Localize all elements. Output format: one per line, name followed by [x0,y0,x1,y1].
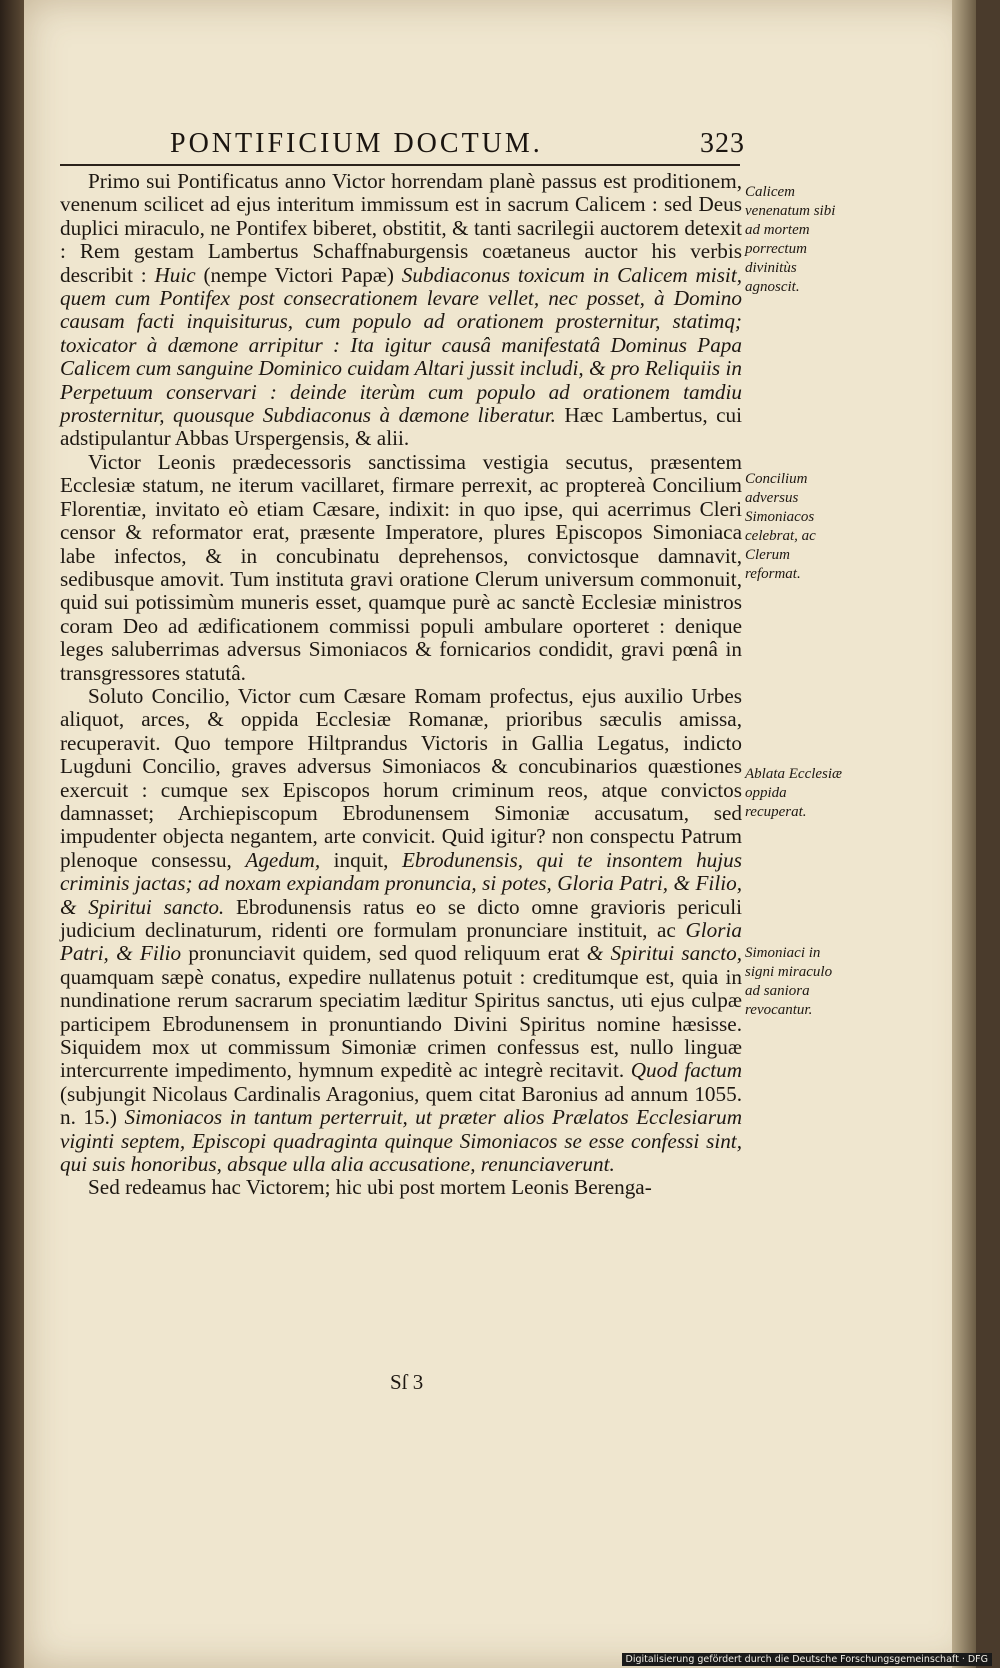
text-run: (subjungit Nicolaus Cardinalis Aragonius, quem citat Baronius ad annum 1055. n. 15.) [60,1081,742,1130]
header-rule [60,164,740,166]
italic-run: Huic [154,262,196,287]
text-run: pronunciavit quidem, sed quod reliquum erat [181,941,587,966]
text-run: Hæc Lambertus, cui adstipulantur Abbas Urspergensis, & alii. [60,403,743,451]
text-run: quamquam sæpè conatus, expedire nullatenus potuit : creditumque est, quia in nundinatione rerum sacrarum speciatim læditur Spiritus sanctus, uti ejus culpæ participem Ebrodunensem in pronuntiando Divini Spiritus nomine hæsisse. Siquidem mox ut commissum Simoniæ crimen confessus est, nullo linguæ intercurrente impedimento, hymnum expeditè ac integrè recitavit. [60,964,742,1083]
italic-run: Ebrodunensis, qui te insontem hujus criminis jactas; ad noxam expiandam pronuncia, si potes, Gloria Patri, & Filio, & Spiritui sancto. [60,847,742,919]
signature-mark: Sſ 3 [390,1370,424,1394]
running-header [140,128,745,164]
paragraph [60,451,742,685]
text-run: Victor Leonis prædecessoris sanctissima vestigia secutus, præsentem Ecclesiæ statum, ne iterum vacillaret, firmare perrexit, ac proptereà Concilium Florentiæ, invitato eò etiam Cæsare, indixit: in quo ipse, qui acerrimus Cleri censor & reformator erat, præsente Imperatore, plures Episcopos Simoniaca labe infectos, & in concubinatu deprehensos, convictosque damnavit, sedibusque amovit. Tum instituta gravi oratione Clerum universum commonuit, quid sui potissimùm muneris esset, quamque purè ac sanctè Ecclesiæ ministros coram Deo ad ædificationem commissi populi ambulare oporteret : denique leges saluberrimas adversus Simoniacos & fornicarios condidit, gravi pœnâ in transgressores statutâ. [60,449,742,685]
page-number: 323 [700,128,745,159]
paragraph [60,170,742,451]
text-run: Sed redeamus hac Victorem; hic ubi post mortem Leonis Berenga- [88,1175,652,1200]
running-title: PONTIFICIUM DOCTUM. [170,128,543,159]
text-run: Primo sui Pontificatus anno Victor horrendam planè passus est proditionem, venenum scilicet ad ejus interitum immissum est in sacrum Calicem : sed Deus duplici miraculo, ne Pontifex biberet, obstitit, & tanti sacrilegii auctorem detexit : Rem gestam Lambertus Schaffnaburgensis coætaneus auctor his verbis describit : [60,169,742,287]
italic-run: Quod factum [630,1058,742,1083]
margin-note-2: Concilium adversus Simoniacos celebrat, ac Clerum reformat. [745,471,816,582]
text-run: inquit, [320,847,402,872]
page-edge [952,0,976,1668]
italic-run: Agedum, [245,847,321,872]
paragraph [60,685,742,1177]
margin-note-4: Simoniaci in signi miraculo ad saniora revocantur. [745,945,833,1018]
italic-run: Simoniacos in tantum perterruit, ut præter alios Prælatos Ecclesiarum viginti septem, Episcopi quadraginta quinque Simoniacos se esse confessi sint, qui suis honoribus, absque ulla alia accusatione, renunciaverunt. [60,1105,743,1177]
digitization-credit: Digitalisierung gefördert durch die Deutsche Forschungsgemeinschaft · DFG [622,1653,993,1666]
margin-note-3: Ablata Ecclesiæ oppida recuperat. [745,766,843,820]
main-text [60,170,742,1370]
page-footer [60,1370,742,1396]
italic-run: Gloria Patri, & Filio [60,918,742,966]
text-run: (nempe Victori Papæ) [195,262,402,287]
italic-run: Subdiaconus toxicum in Calicem misit, quem cum Pontifex post consecrationem levare vellet, nec posset, à Domino causam facti inquisiturus, cum populo ad orationem prosternitur, statimq; toxicator à dæmone arripitur : Ita igitur causâ manifestatâ Dominus Papa Calicem cum sanguine Dominico cuidam Altari jussit includi, & pro Reliquiis in Perpetuum conservari : deinde iterùm cum populo ad orationem tamdiu prosternitur, quousque Subdiaconus à dæmone liberatur. [60,262,743,428]
paragraph [60,1176,742,1199]
text-run: Soluto Concilio, Victor cum Cæsare Romam profectus, ejus auxilio Urbes aliquot, arces, & oppida Ecclesiæ Romanæ, prioribus sæculis amissa, recuperavit. Quo tempore Hiltprandus Victoris in Gallia Legatus, indicto Lugduni Concilio, graves adversus Simoniacos & concubinarios quæstiones exercuit : cumque sex Episcopos horum criminum reos, atque convictos damnasset; Archiepiscopum Ebrodunensem Simoniæ accusatum, sed impudenter objecta negantem, arte convicit. Quid igitur? non conspectu Patrum plenoque consessu, [60,683,742,872]
margin-note-1: Calicem venenatum sibi ad mortem porrectum divinitùs agnoscit. [745,184,836,295]
text-run: Ebrodunensis ratus eo se dicto omne gravioris periculi judicium declinaturum, ridenti ore formulam pronunciare instituit, ac [60,894,743,942]
italic-run: & Spiritui sancto, [586,941,742,966]
book-gutter [0,0,24,1668]
